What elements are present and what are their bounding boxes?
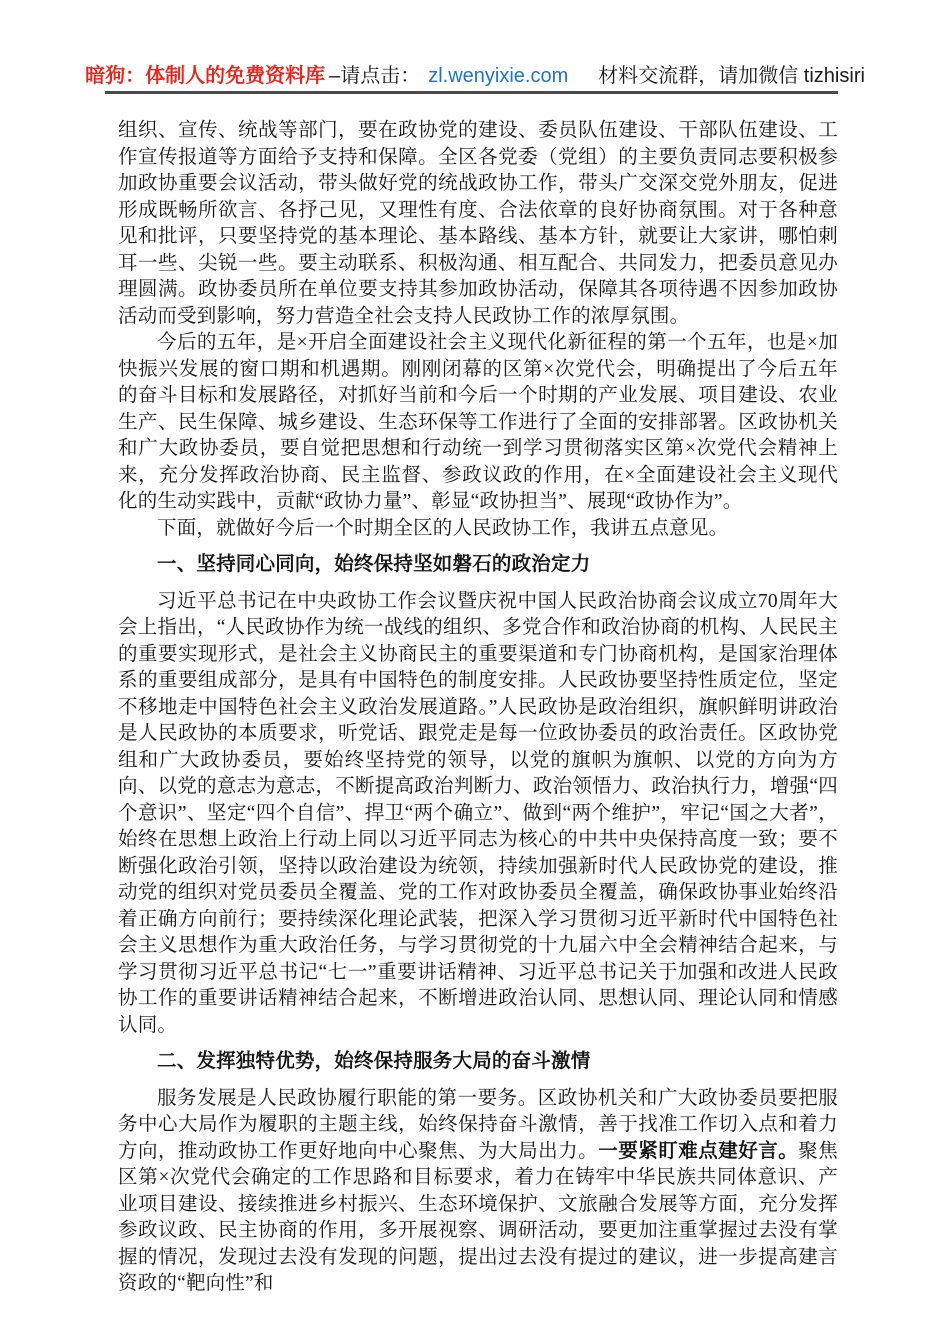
paragraph [118, 589, 838, 1040]
text-run: 服务发展是人民政协履行职能的第一要务。区政协机关和广大政协委员要把服务中心大局作为履职的主题主线，始终保持奋斗激情，善于找准工作切入点和着力方向，推动政协工作更好地向中心聚焦、为大局出力。 [118, 1087, 838, 1162]
promo-click-label: –请点击： [329, 65, 421, 87]
section-heading [118, 1049, 838, 1076]
text-run: 组织、宣传、统战等部门，要在政协党的建设、委员队伍建设、干部队伍建设、工作宣传报道等方面给予支持和保障。全区各党委（党组）的主要负责同志要积极参加政协重要会议活动，带头做好党的统战政协工作，带头广交深交党外朋友，促进形成既畅所欲言、各抒己见，又理性有度、合法依章的良好协商氛围。对于各种意见和批评，只要坚持党的基本理论、基本路线、基本方针，就要让大家讲，哪怕刺耳一些、尖锐一些。要主动联系、积极沟通、相互配合、共同发力，把委员意见办理圆满。政协委员所在单位要支持其参加政协活动，保障其各项待遇不因参加政协活动而受到影响，努力营造全社会支持人民政协工作的浓厚氛围。 [118, 120, 838, 327]
paragraph [118, 516, 838, 543]
bold-text-run: 一要紧盯难点建好言。 [598, 1140, 799, 1162]
promo-group-note: 材料交流群，请加微信 tizhisiri [598, 65, 865, 87]
bold-text-run: 一、坚持同心同向，始终保持坚如磐石的政治定力 [157, 554, 591, 575]
text-run: 今后的五年，是×开启全面建设社会主义现代化新征程的第一个五年，也是×加快振兴发展的窗口期和机遇期。刚刚闭幕的区第×次党代会，明确提出了今后五年的奋斗目标和发展路径，对抓好当前和今后一个时期的产业发展、项目建设、农业生产、民生保障、城乡建设、生态环保等工作进行了全面的安排部署。区政协机关和广大政协委员，要自觉把思想和行动统一到学习贯彻落实区第×次党代会精神上来，充分发挥政治协商、民主监督、参政议政的作用，在×全面建设社会主义现代化的生动实践中，贡献“政协力量”、彰显“政协担当”、展现“政协作为”。 [118, 332, 838, 512]
text-run: 下面，就做好今后一个时期全区的人民政协工作，我讲五点意见。 [157, 517, 729, 539]
paragraph [118, 330, 838, 516]
promo-link[interactable]: zl.wenyixie.com [428, 65, 569, 87]
section-heading [118, 552, 838, 579]
header-divider [105, 91, 838, 94]
paragraph [118, 118, 838, 330]
text-run: 聚焦区第×次党代会确定的工作思路和目标要求，着力在铸牢中华民族共同体意识、产业项目建设、接续推进乡村振兴、生态环境保护、文旅融合发展等方面，充分发挥参政议政、民主协商的作用，多开展视察、调研活动，要更加注重掌握过去没有掌握的情况，发现过去没有发现的问题，提出过去没有提过的建议，进一步提高建言资政的“靶向性”和 [118, 1140, 838, 1294]
text-run: 习近平总书记在中央政协工作会议暨庆祝中国人民政治协商会议成立70周年大会上指出，“人民政协作为统一战线的组织、多党合作和政治协商的机构、人民民主的重要实现形式，是社会主义协商民主的重要渠道和专门协商机构，是国家治理体系的重要组成部分，是具有中国特色的制度安排。人民政协要坚持性质定位，坚定不移地走中国特色社会主义政治发展道路。”人民政协是政治组织，旗帜鲜明讲政治是人民政协的本质要求，听党话、跟党走是每一位政协委员的政治责任。区政协党组和广大政协委员，要始终坚持党的领导，以党的旗帜为旗帜、以党的方向为方向、以党的意志为意志，不断提高政治判断力、政治领悟力、政治执行力，增强“四个意识”、坚定“四个自信”、捍卫“两个确立”、做到“两个维护”，牢记“国之大者”，始终在思想上政治上行动上同以习近平同志为核心的中共中央保持高度一致；要不断强化政治引领，坚持以政治建设为统领，持续加强新时代人民政协党的建设，推动党的组织对党员委员全覆盖、党的工作对政协委员全覆盖，确保政协事业始终沿着正确方向前行；要持续深化理论武装，把深入学习贯彻习近平新时代中国特色社会主义思想作为重大政治任务，与学习贯彻党的十九届六中全会精神结合起来，与学习贯彻习近平总书记“七一”重要讲话精神、习近平总书记关于加强和改进人民政协工作的重要讲话精神结合起来，不断增进政治认同、思想认同、理论认同和情感认同。 [118, 590, 838, 1036]
promo-site-name: 暗狗：体制人的免费资料库 [85, 65, 326, 87]
bold-text-run: 二、发挥独特优势，始终保持服务大局的奋斗激情 [157, 1051, 591, 1072]
promo-header [0, 64, 950, 88]
paragraph [118, 1086, 838, 1298]
document-body [118, 118, 838, 1298]
